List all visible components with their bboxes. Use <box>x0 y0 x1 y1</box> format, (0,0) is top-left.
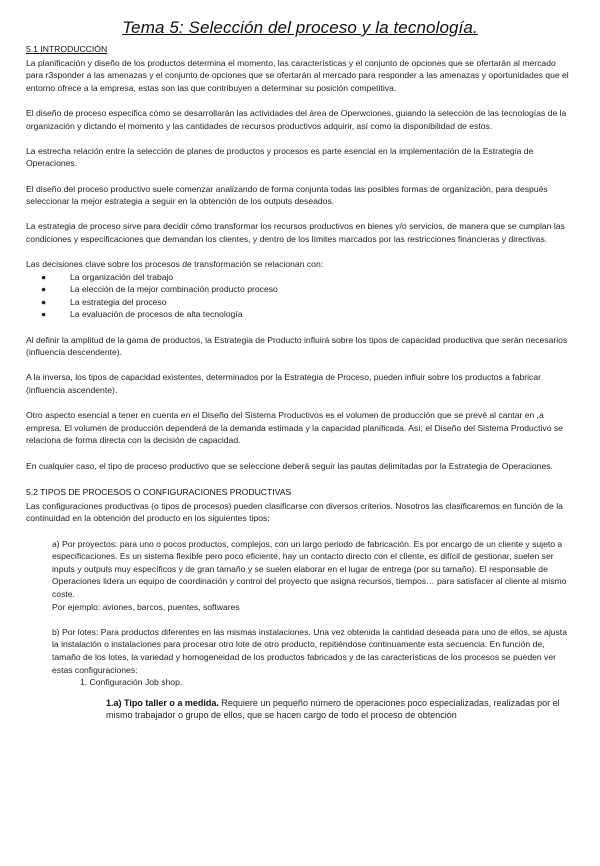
paragraph: Al definir la amplitud de la gama de productos, la Estrategia de Producto influirá sobre los tipos de capacidad productiva que serán necesarios (influencia descendente). <box>26 334 568 358</box>
list-item-text: La evaluación de procesos de alta tecnología <box>70 309 243 320</box>
page-title: Tema 5: Selección del proceso y la tecnología. <box>122 18 478 37</box>
bullet-icon: ● <box>41 271 47 282</box>
bullet-icon: ● <box>41 296 47 307</box>
paragraph: a) Por proyectos: para uno o pocos productos, complejos, con un largo periodo de fabricación. Es por encargo de un cliente y sujeto a especificaciones. Es un sistema flexible pero poco eficiente, hay un contacto directo con el cliente, es difícil de gestionar, suelen ser inputs y outputs muy específicos y de gran tamaño y se suelen elaborar en el lugar de entrega (por su tamaño). El responsable de Operaciones lidera un equipo de coordinación y control del proyecto que asigna recursos, tiempos… para satisfacer al cliente al mismo coste. <box>52 538 567 599</box>
section-heading-introduccion: 5.1 INTRODUCCIÓN <box>26 44 108 54</box>
numbered-list <box>26 676 574 689</box>
paragraph: Otro aspecto esencial a tener en cuenta en el Diseño del Sistema Productivos es el volumen de producción que se prevé al cantar en ,a empresa. El volumen de producción dependerá de la demanda estimada y la capacidad planificada. Así, el Diseño del Sistema Productivo se relaciona de forma directa con la decisión de capacidad. <box>26 410 563 446</box>
paragraph: El diseño del proceso productivo suele comenzar analizando de forma conjunta todas las posibles formas de organización, para después seleccionar la mejor estrategia a seguir en la obtención de los outputs deseados. <box>26 183 548 207</box>
subtype-block <box>26 697 574 722</box>
paragraph: El diseño de proceso especifica cómo se desarrollarán las actividades del área de Operwciones, guiando la selección de las tecnologías de la organización y dictando el momento y las cantidades de recursos productivos adquirir, así como la disponibilidad de estos. <box>26 107 567 131</box>
paragraph: La estrecha relación entre la selección de planes de productos y procesos es parte esencial en la implementación de la Estrategia de Operaciones. <box>26 145 534 169</box>
example-line: Por ejemplo: aviones, barcos, puentes, softwares <box>52 601 240 612</box>
paragraph: A la inversa, los tipos de capacidad existentes, determinados por la Estrategia de Proceso, pueden influir sobre los productos a fabricar (influencia ascendente). <box>26 372 541 396</box>
subtype-text: Requiere un pequeño número de operaciones poco especializadas, realizadas por el mismo trabajador o grupo de ellos, que se hacen cargo de todo el proceso de obtención <box>106 697 560 721</box>
bullet-icon: ● <box>41 309 47 320</box>
list-item-text: La organización del trabajo <box>70 271 174 282</box>
list-item-text: La estrategia del proceso <box>70 296 167 307</box>
list-item <box>26 308 574 321</box>
paragraph: La estrategia de proceso sirve para decidir cómo transformar los recursos productivos en bienes y/o servicios, de manera que se cumplan las condiciones y especificaciones que demandan los clientes, y dentro de los límites marcados por las restricciones financieras y directivas. <box>26 221 565 244</box>
paragraph: Las configuraciones productivas (o tipos de procesos) pueden clasificarse con diversos criterios. Nosotros las clasificaremos en función de la continuidad en la obtención del producto en los siguientes tipos: <box>26 500 563 524</box>
paragraph: En cualquier caso, el tipo de proceso productivo que se seleccione deberá seguir las pautas delimitadas por la Estrategia de Operaciones. <box>26 460 553 471</box>
paragraph: La planificación y diseño de los productos determina el momento, las características y el conjunto de opciones que se ofertarán al mercado para r3sponder a las amenazas y el conjunto de opciones que se ofertarán al mercado para responder a las amenazas y oportunidades que el entorno ofrece a la empresa, estas son las que contribuyen a determinar su posición competitiva. <box>26 57 569 93</box>
type-a-block <box>26 538 574 677</box>
subtype-label: 1.a) Tipo taller o a medida. <box>106 697 219 708</box>
list-item <box>26 283 574 296</box>
list-item-text: La elección de la mejor combinación producto proceso <box>70 284 278 295</box>
paragraph: b) Por lotes: Para productos diferentes en las mismas instalaciones. Una vez obtenida la cantidad deseada para uno de ellos, se ajusta la instalación o instalaciones para procesar otro lote de otro producto, repitiéndose continuamente esta secuencia. En función de, tamaño de los lotes, la variedad y homogeneidad de los productos fabricados y de las características de los procesos se pueden ver estas configuraciones: <box>52 626 567 675</box>
paragraph <box>106 697 574 722</box>
decision-list <box>26 271 574 321</box>
bullet-icon: ● <box>41 284 47 295</box>
list-item <box>26 296 574 309</box>
list-intro: Las decisiones clave sobre los procesos de transformación se relacionan con: <box>26 259 324 270</box>
list-item <box>26 271 574 284</box>
numbered-item: 1. Configuración Job shop. <box>80 677 183 688</box>
section-heading-tipos-procesos: 5.2 TIPOS DE PROCESOS O CONFIGURACIONES PRODUCTIVAS <box>26 487 292 498</box>
document-page <box>0 18 600 866</box>
